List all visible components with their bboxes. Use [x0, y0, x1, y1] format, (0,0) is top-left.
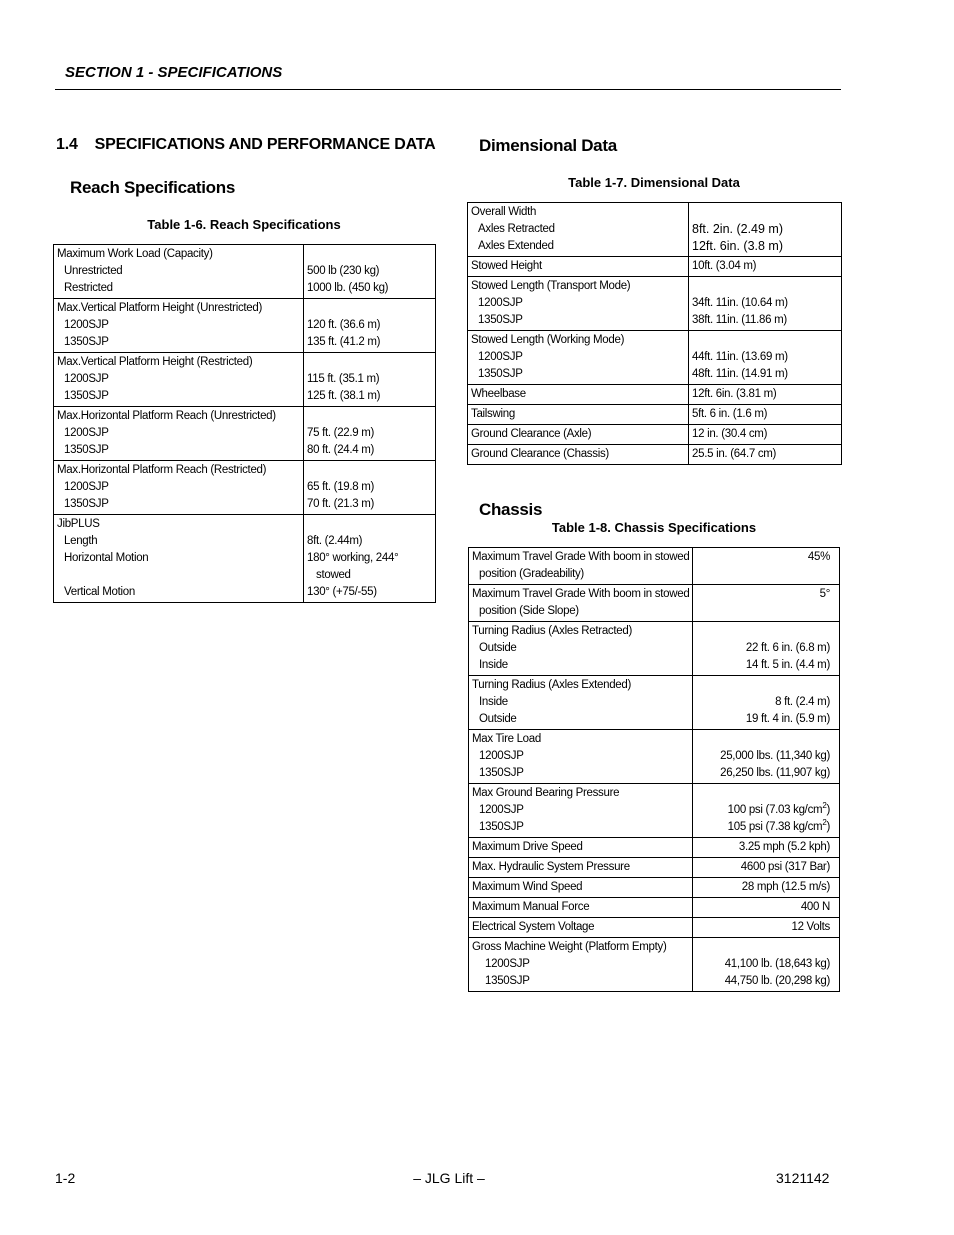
- row-value: 5ft. 6 in. (1.6 m): [692, 408, 768, 420]
- row-value: 1000 lb. (450 kg): [307, 282, 389, 294]
- section-heading: 1.4 SPECIFICATIONS AND PERFORMANCE DATA: [56, 136, 436, 153]
- row-value: [692, 278, 838, 295]
- row-value-cell: [689, 277, 842, 331]
- row-label: Inside: [479, 696, 508, 708]
- row-value-cell: [693, 878, 840, 898]
- row-value-cell: [693, 838, 840, 858]
- row-value: 14 ft. 5 in. (4.4 m): [745, 659, 830, 671]
- row-label: Max Ground Bearing Pressure: [472, 787, 620, 799]
- row-label-cell: [469, 898, 693, 918]
- row-value-cell: [693, 898, 840, 918]
- row-label-cell: [468, 331, 689, 385]
- row-value: 28 mph (12.5 m/s): [741, 881, 830, 893]
- row-value: [696, 785, 830, 802]
- row-label-cell: [469, 730, 693, 784]
- row-value-cell: [304, 353, 436, 407]
- row-value-cell: [693, 548, 840, 585]
- row-label: Restricted: [64, 282, 113, 294]
- row-label-cell: [468, 405, 689, 425]
- row-value: 25,000 lbs. (11,340 kg): [720, 750, 830, 762]
- row-label: 1350SJP: [64, 444, 109, 456]
- row-value: 70 ft. (21.3 m): [307, 498, 375, 510]
- row-label: 1350SJP: [479, 767, 524, 779]
- row-value-cell: [693, 585, 840, 622]
- row-label: 1200SJP: [64, 373, 109, 385]
- row-label-cell: [468, 385, 689, 405]
- row-label: 1350SJP: [64, 390, 109, 402]
- row-label: Maximum Work Load (Capacity): [57, 248, 213, 260]
- table-row: [468, 277, 842, 331]
- row-label: Ground Clearance (Axle): [471, 428, 592, 440]
- row-label-cell: [469, 585, 693, 622]
- row-label-cell: [469, 938, 693, 992]
- row-value: 45%: [807, 551, 830, 563]
- row-label: Gross Machine Weight (Platform Empty): [472, 941, 667, 953]
- row-label: 1200SJP: [485, 958, 530, 970]
- row-label: Outside: [479, 713, 517, 725]
- footer-center: – JLG Lift –: [413, 1170, 485, 1186]
- row-value-cell: [689, 405, 842, 425]
- table-row: [469, 676, 840, 730]
- row-value: 41,100 lb. (18,643 kg): [724, 958, 830, 970]
- table-row: [468, 405, 842, 425]
- row-label: Wheelbase: [471, 388, 526, 400]
- row-value: 19 ft. 4 in. (5.9 m): [745, 713, 830, 725]
- reach-caption: Table 1-6. Reach Specifications: [147, 217, 341, 232]
- row-label: Max. Hydraulic System Pressure: [472, 861, 630, 873]
- row-value: 25.5 in. (64.7 cm): [692, 448, 777, 460]
- row-label-cell: [54, 353, 304, 407]
- row-value: 38ft. 11in. (11.86 m): [692, 314, 787, 326]
- row-value-cell: [689, 257, 842, 277]
- header-rule: [55, 89, 841, 90]
- row-value: 65 ft. (19.8 m): [307, 481, 375, 493]
- table-row: [468, 425, 842, 445]
- row-label: 1200SJP: [479, 804, 524, 816]
- table-row: [468, 203, 842, 257]
- row-value: 75 ft. (22.9 m): [307, 427, 375, 439]
- row-label: Maximum Travel Grade With boom in stowed: [472, 588, 690, 600]
- row-label: 1200SJP: [64, 427, 109, 439]
- row-label-cell: [469, 676, 693, 730]
- row-label-cell: [469, 622, 693, 676]
- row-value: [696, 939, 830, 956]
- row-label: Maximum Drive Speed: [472, 841, 583, 853]
- table-row: [468, 257, 842, 277]
- row-label-cell: [469, 878, 693, 898]
- row-value: 26,250 lbs. (11,907 kg): [720, 767, 830, 779]
- section-header: SECTION 1 - SPECIFICATIONS: [65, 64, 283, 81]
- row-value-cell: [304, 515, 436, 603]
- dimensional-heading: Dimensional Data: [479, 136, 617, 155]
- row-value: 125 ft. (38.1 m): [307, 390, 381, 402]
- table-row: [54, 353, 436, 407]
- row-value: 400 N: [800, 901, 830, 913]
- table-row: [469, 585, 840, 622]
- row-label: 1200SJP: [478, 297, 523, 309]
- row-label: Max.Horizontal Platform Reach (Restricted): [57, 464, 267, 476]
- row-value: 4600 psi (317 Bar): [740, 861, 830, 873]
- row-label-cell: [469, 784, 693, 838]
- row-value: 3.25 mph (5.2 kph): [738, 841, 830, 853]
- row-label: Stowed Height: [471, 260, 542, 272]
- table-row: [468, 385, 842, 405]
- row-label: Ground Clearance (Chassis): [471, 448, 609, 460]
- table-row: [54, 515, 436, 603]
- row-label: 1350SJP: [64, 498, 109, 510]
- row-label-cell: [469, 858, 693, 878]
- row-value-cell: [693, 938, 840, 992]
- row-value: 12ft. 6in. (3.81 m): [692, 388, 777, 400]
- table-row: [469, 838, 840, 858]
- row-value: 80 ft. (24.4 m): [307, 444, 375, 456]
- row-value: 100 psi (7.03 $kg/cm^2$): [727, 801, 830, 816]
- row-label: Axles Extended: [478, 240, 554, 252]
- row-label-cell: [468, 257, 689, 277]
- row-value: [696, 623, 830, 640]
- row-label: Turning Radius (Axles Extended): [472, 679, 632, 691]
- table-row: [468, 331, 842, 385]
- row-label: 1350SJP: [64, 336, 109, 348]
- row-value: [307, 354, 432, 371]
- row-label: Max.Vertical Platform Height (Unrestricted): [57, 302, 263, 314]
- row-value: [307, 462, 432, 479]
- row-label-cell: [54, 245, 304, 299]
- row-label: 1200SJP: [64, 319, 109, 331]
- chassis-table: [468, 547, 840, 992]
- row-label: JibPLUS: [57, 518, 100, 530]
- table-row: [469, 730, 840, 784]
- row-label: Unrestricted: [64, 265, 123, 277]
- row-value-cell: [693, 730, 840, 784]
- row-value: 22 ft. 6 in. (6.8 m): [745, 642, 830, 654]
- row-label: Stowed Length (Transport Mode): [471, 280, 631, 292]
- row-label: 1200SJP: [479, 750, 524, 762]
- table-row: [54, 461, 436, 515]
- row-label: Maximum Travel Grade With boom in stowed: [472, 551, 690, 563]
- row-value: 5°: [819, 588, 830, 600]
- table-row: [468, 445, 842, 465]
- row-value-cell: [689, 425, 842, 445]
- row-value: 8 ft. (2.4 m): [775, 696, 830, 708]
- row-value: 135 ft. (41.2 m): [307, 336, 381, 348]
- table-row: [54, 245, 436, 299]
- chassis-caption: Table 1-8. Chassis Specifications: [551, 520, 757, 535]
- row-label: 1350SJP: [485, 975, 530, 987]
- row-label: Maximum Wind Speed: [472, 881, 583, 893]
- row-value: 44ft. 11in. (13.69 m): [692, 351, 788, 363]
- row-value-cell: [693, 676, 840, 730]
- table-row: [469, 622, 840, 676]
- row-value-cell: [689, 385, 842, 405]
- row-label-cell: [54, 515, 304, 603]
- row-value: 180° working, 244°: [307, 552, 399, 564]
- row-value: 12 in. (30.4 cm): [692, 428, 768, 440]
- table-row: [469, 548, 840, 585]
- row-value: 115 ft. (35.1 m): [307, 373, 380, 385]
- row-value: 34ft. 11in. (10.64 m): [692, 297, 788, 309]
- row-value-cell: [689, 445, 842, 465]
- row-label: Overall Width: [471, 206, 537, 218]
- row-label-cell: [54, 407, 304, 461]
- row-value-cell: [693, 622, 840, 676]
- row-value: 8ft. 2in. (2.49 m): [692, 222, 784, 236]
- reach-table: [53, 244, 436, 603]
- row-label-cell: [54, 461, 304, 515]
- row-label: Inside: [479, 659, 508, 671]
- row-value: [696, 677, 830, 694]
- row-value: 105 psi (7.38 $kg/cm^2$): [727, 818, 830, 833]
- row-label: 1350SJP: [479, 821, 524, 833]
- chassis-heading: Chassis: [479, 500, 543, 519]
- row-value: 120 ft. (36.6 m): [307, 319, 381, 331]
- row-value-cell: [304, 407, 436, 461]
- row-label: 1350SJP: [478, 314, 523, 326]
- row-value: [307, 246, 432, 263]
- row-value: [307, 516, 432, 533]
- row-label: [57, 567, 300, 584]
- row-label: Max.Horizontal Platform Reach (Unrestricted): [57, 410, 276, 422]
- row-label-cell: [469, 838, 693, 858]
- row-label-cell: [469, 548, 693, 585]
- row-value: 500 lb (230 kg): [307, 265, 380, 277]
- row-value: 8ft. (2.44m): [307, 535, 363, 547]
- row-label: 1200SJP: [478, 351, 523, 363]
- row-value-cell: [693, 918, 840, 938]
- row-label: Max.Vertical Platform Height (Restricted): [57, 356, 253, 368]
- row-label-cell: [468, 203, 689, 257]
- table-row: [54, 299, 436, 353]
- page-number: 1-2: [55, 1170, 76, 1186]
- row-label: Max Tire Load: [472, 733, 541, 745]
- row-label: 1350SJP: [478, 368, 523, 380]
- table-row: [469, 938, 840, 992]
- row-value: 44,750 lb. (20,298 kg): [724, 975, 830, 987]
- row-label: Stowed Length (Working Mode): [471, 334, 625, 346]
- table-row: [469, 898, 840, 918]
- row-label: Vertical Motion: [64, 586, 135, 598]
- row-label-cell: [54, 299, 304, 353]
- row-label: position (Side Slope): [479, 605, 579, 617]
- row-label-cell: [468, 425, 689, 445]
- table-row: [469, 878, 840, 898]
- document-number: 3121142: [776, 1170, 830, 1186]
- row-label: Length: [64, 535, 98, 547]
- row-label: Maximum Manual Force: [472, 901, 590, 913]
- row-value: 48ft. 11in. (14.91 m): [692, 368, 788, 380]
- row-label-cell: [469, 918, 693, 938]
- row-value-cell: [304, 299, 436, 353]
- row-label-cell: [468, 277, 689, 331]
- reach-heading: Reach Specifications: [70, 178, 236, 197]
- dimensional-table: [467, 202, 842, 465]
- dimensional-caption: Table 1-7. Dimensional Data: [568, 175, 740, 190]
- row-value: [307, 300, 432, 317]
- table-row: [469, 858, 840, 878]
- row-label: Axles Retracted: [478, 223, 555, 235]
- table-row: [469, 918, 840, 938]
- row-value: 12ft. 6in. (3.8 m): [692, 239, 784, 253]
- row-label: Electrical System Voltage: [472, 921, 595, 933]
- row-value: 130° (+75/-55): [307, 586, 377, 598]
- row-value-cell: [304, 245, 436, 299]
- row-value-cell: [689, 331, 842, 385]
- row-value: [696, 731, 830, 748]
- row-value-cell: [689, 203, 842, 257]
- table-row: [54, 407, 436, 461]
- row-label: position (Gradeability): [479, 568, 584, 580]
- row-label-cell: [468, 445, 689, 465]
- row-value: 10ft. (3.04 m): [692, 260, 757, 272]
- row-label: 1200SJP: [64, 481, 109, 493]
- row-value-cell: [693, 784, 840, 838]
- row-value: 12 Volts: [791, 921, 830, 933]
- row-value-cell: [693, 858, 840, 878]
- row-label: Outside: [479, 642, 517, 654]
- row-label: Turning Radius (Axles Retracted): [472, 625, 632, 637]
- row-value-cell: [304, 461, 436, 515]
- row-value: [692, 332, 838, 349]
- row-label: Tailswing: [471, 408, 515, 420]
- row-value: stowed: [316, 569, 351, 581]
- row-label: Horizontal Motion: [64, 552, 149, 564]
- row-value: [307, 408, 432, 425]
- table-row: [469, 784, 840, 838]
